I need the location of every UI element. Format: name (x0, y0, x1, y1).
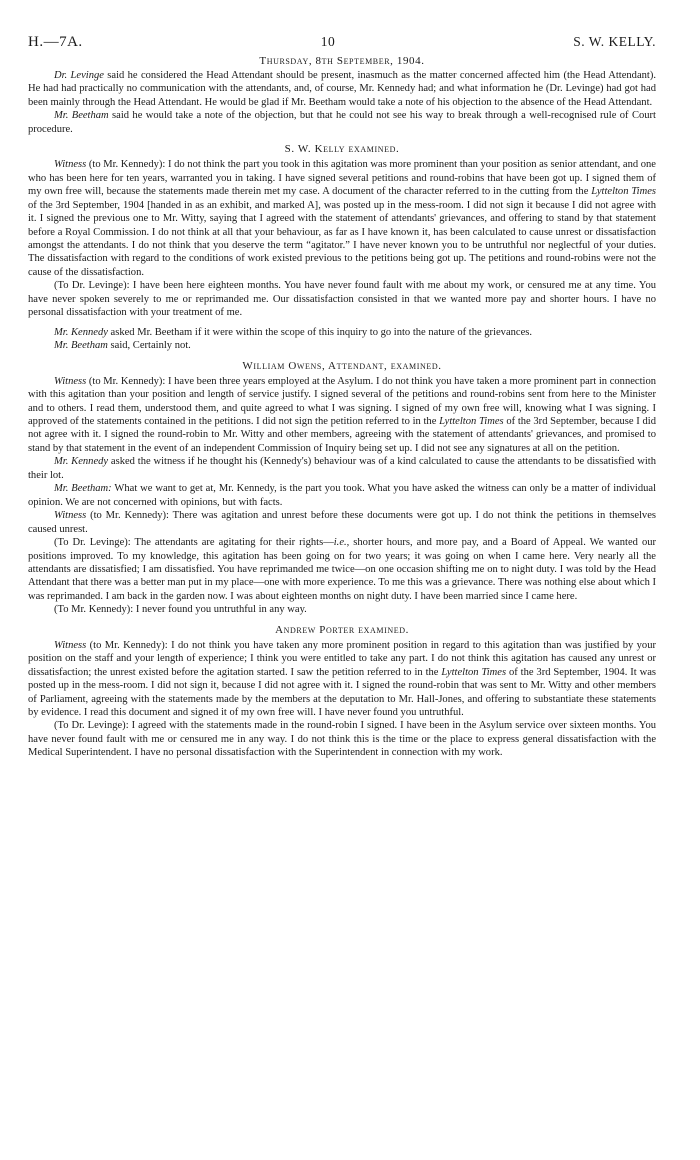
italic-text: Witness (54, 510, 87, 522)
italic-text: Mr. Kennedy (54, 456, 109, 468)
testimony-paragraph (28, 326, 656, 339)
italic-text: Dr. Levinge (54, 70, 104, 81)
testimony-paragraph (28, 455, 656, 482)
testimony-paragraph (28, 375, 656, 456)
page-header (28, 34, 656, 51)
paragraph-text: (to Mr. Kennedy): There was agitation and unrest before these documents were got up. I do not think the petitions in themselves caused unrest. (28, 510, 656, 535)
paragraph-text: (To Mr. Kennedy): I never found you untruthful in any way. (54, 604, 307, 616)
paragraph-text: said, Certainly not. (107, 340, 191, 352)
paragraph-text: said he considered the Head Attendant should be present, inasmuch as the matter concerned affected him (the Head Attendant). He had had practically no communication with the attendants, and, of course, Mr. Kennedy had; and what information he (Dr. Levinge) had got had been mainly through the Head Attendant. He would be glad if Mr. Beetham would take a note of his objection to the absence of the Head Attendant. (28, 70, 656, 108)
testimony-paragraph (28, 109, 656, 136)
italic-text: Mr. Beetham (54, 340, 108, 352)
paragraph-text: asked the witness if he thought his (Kennedy's) behaviour was of a kind calculated to cause the attendants to be dissatisfied with their lot. (28, 456, 656, 481)
paragraph-text: of the 3rd September, because I did not agree with it. I signed the round-robin to Mr. Witty and other members, agreeing with the statement of attendants' grievances, and promised to stand by that statement in the event of an independent Commission of Inquiry being set up. I did not see any signatures at all on the petition. (28, 415, 656, 454)
testimony-paragraph (28, 482, 656, 509)
italic-text: Mr. Beetham: (54, 483, 112, 495)
testimony-paragraph (28, 509, 656, 536)
testimony-paragraph (28, 158, 656, 279)
italic-text: Witness (54, 159, 87, 171)
paragraph-text: of the 3rd September, 1904 [handed in as an exhibit, and marked A], was posted up in the mess-room. I did not sign it because I did not agree with it. I signed the previous one to Mr. Witty, saying that I agreed with the statement of attendants' grievances, and offering to stand by that statement before a Royal Commission. I do not think at all that your behaviour, as far as I have known it, has been calculated to cause unrest or dissatisfaction amongst the attendants. I do not think that you deserve the term “agitator.” I have never known you to be untruthful nor neglectful of your duties. The dissatisfaction with regard to the conditions of work existed previous to the petitions being got up. The petitions and round-robins were not the cause of the dissatisfaction. (28, 199, 656, 278)
testimony-paragraph (28, 279, 656, 319)
testimony-paragraph (28, 339, 656, 352)
italic-text: Witness (54, 375, 87, 387)
paragraph-text: shorter hours, and more pay, and a Board of Appeal. We wanted our positions improved. To my knowledge, this agitation has been going on for two years; it was going on when I came here. Very nearly all the attendants are dissatisfied; I am dissatisfied. You have reprimanded me twice—on one occasion shifting me on to night duty. I was told by the Head Attendant that there was a better man put in my place—one with more experience. To me this was a grievance. There was nothing else about which I was reprimanded. I am back in the garden now. I was about eighteen months on night duty. I have been married since I came here. (28, 537, 656, 602)
testimony-paragraph (28, 719, 656, 759)
report-reference: H.—7A. (28, 34, 83, 50)
paragraph-text: (To Dr. Levinge): The attendants are agitating for their rights— (54, 537, 334, 549)
italic-text: Lyttelton Times (591, 186, 656, 198)
italic-text: Mr. Beetham (54, 110, 109, 122)
paragraph-text: of the 3rd September, 1904. It was posted up in the mess-room. I did not sign it, because I did not agree with it. I signed the round-robin that was sent to Mr. Witty and other members of Parliament, agreeing with the statements made by the members at the deputation to Mr. Hall-Jones, and offering to substantiate these statements by evidence. I read this document and signed it of my own free will. I have never found you untruthful. (28, 666, 656, 719)
testimony-paragraph (28, 69, 656, 109)
witness-heading: William Owens, Attendant, examined. (242, 359, 442, 372)
italic-text: Witness (54, 639, 87, 651)
witness-running-head: S. W. KELLY. (573, 34, 656, 49)
testimony-paragraph (28, 536, 656, 603)
witness-heading: S. W. Kelly examined. (284, 143, 400, 156)
transcript-body (28, 69, 656, 760)
paragraph-text: (To Dr. Levinge): I have been here eighteen months. You have never found fault with me about my work, or censured me at any time. You have never spoken severely to me or reprimanded me. Our dissatisfaction consisted in that we wanted more pay and shorter hours. I have no personal dissatisfaction with your treatment of me. (28, 280, 656, 319)
paragraph-text: (to Mr. Kennedy): I do not think the part you took in this agitation was more prominent than your position as senior attendant, and one who has been here for ten years, warranted you in taking. I have signed several petitions and round-robins that have been got up. I signed them of my own free will, because the statements made therein met my case. A document of the character referred to in the cutting from the (28, 159, 656, 198)
paragraph-text: (to Mr. Kennedy): I do not think you have taken any more prominent position in regard to this agitation than was justified by your position on the staff and your length of experience; I think you were entitled to take any part. I do not think this agitation has caused any unrest or dissatisfaction; the unrest existed before the agitation started. I saw the petition referred to in the (28, 639, 656, 678)
page-number: 10 (320, 34, 336, 49)
paragraph-text: said he would take a note of the objection, but that he could not see his way to break through a well-recognised rule of Court procedure. (28, 110, 656, 135)
paragraph-text: asked Mr. Beetham if it were within the scope of this inquiry to go into the nature of the grievances. (107, 326, 533, 338)
paragraph-text: What we want to get at, Mr. Kennedy, is the part you took. What you have asked the witness can only be a matter of individual opinion. We are not concerned with opinions, but with facts. (28, 483, 656, 508)
session-date: Thursday, 8th September, 1904. (259, 55, 425, 67)
witness-heading: Andrew Porter examined. (275, 623, 409, 636)
italic-text: Mr. Kennedy (54, 326, 108, 338)
testimony-paragraph (28, 639, 656, 720)
italic-text: Lyttelton Times (441, 666, 507, 678)
paragraph-text: (to Mr. Kennedy): I have been three years employed at the Asylum. I do not think you have taken a more prominent part in connection with this agitation than your position and length of service justify. I signed several of the petitions and round-robins sent from here to the Minister and to others. I read them, understood them, and quite agreed to what I was signing. I signed of my own free will, knowing what I was signing. I approved of the statements contained in the petitions. I did not sign the petition referred to in the (28, 375, 656, 427)
testimony-paragraph (28, 603, 656, 616)
paragraph-text: (To Dr. Levinge): I agreed with the statements made in the round-robin I signed. I have been in the Asylum service over sixteen months. You have never found fault with me or censured me in any way. I do not think this is the time or the place to express general dissatisfaction with the Medical Superintendent. I have no personal dissatisfaction with the Superintendent in connection with my work. (28, 720, 656, 759)
italic-text: i.e., (333, 537, 350, 549)
italic-text: Lyttelton Times (439, 415, 504, 427)
